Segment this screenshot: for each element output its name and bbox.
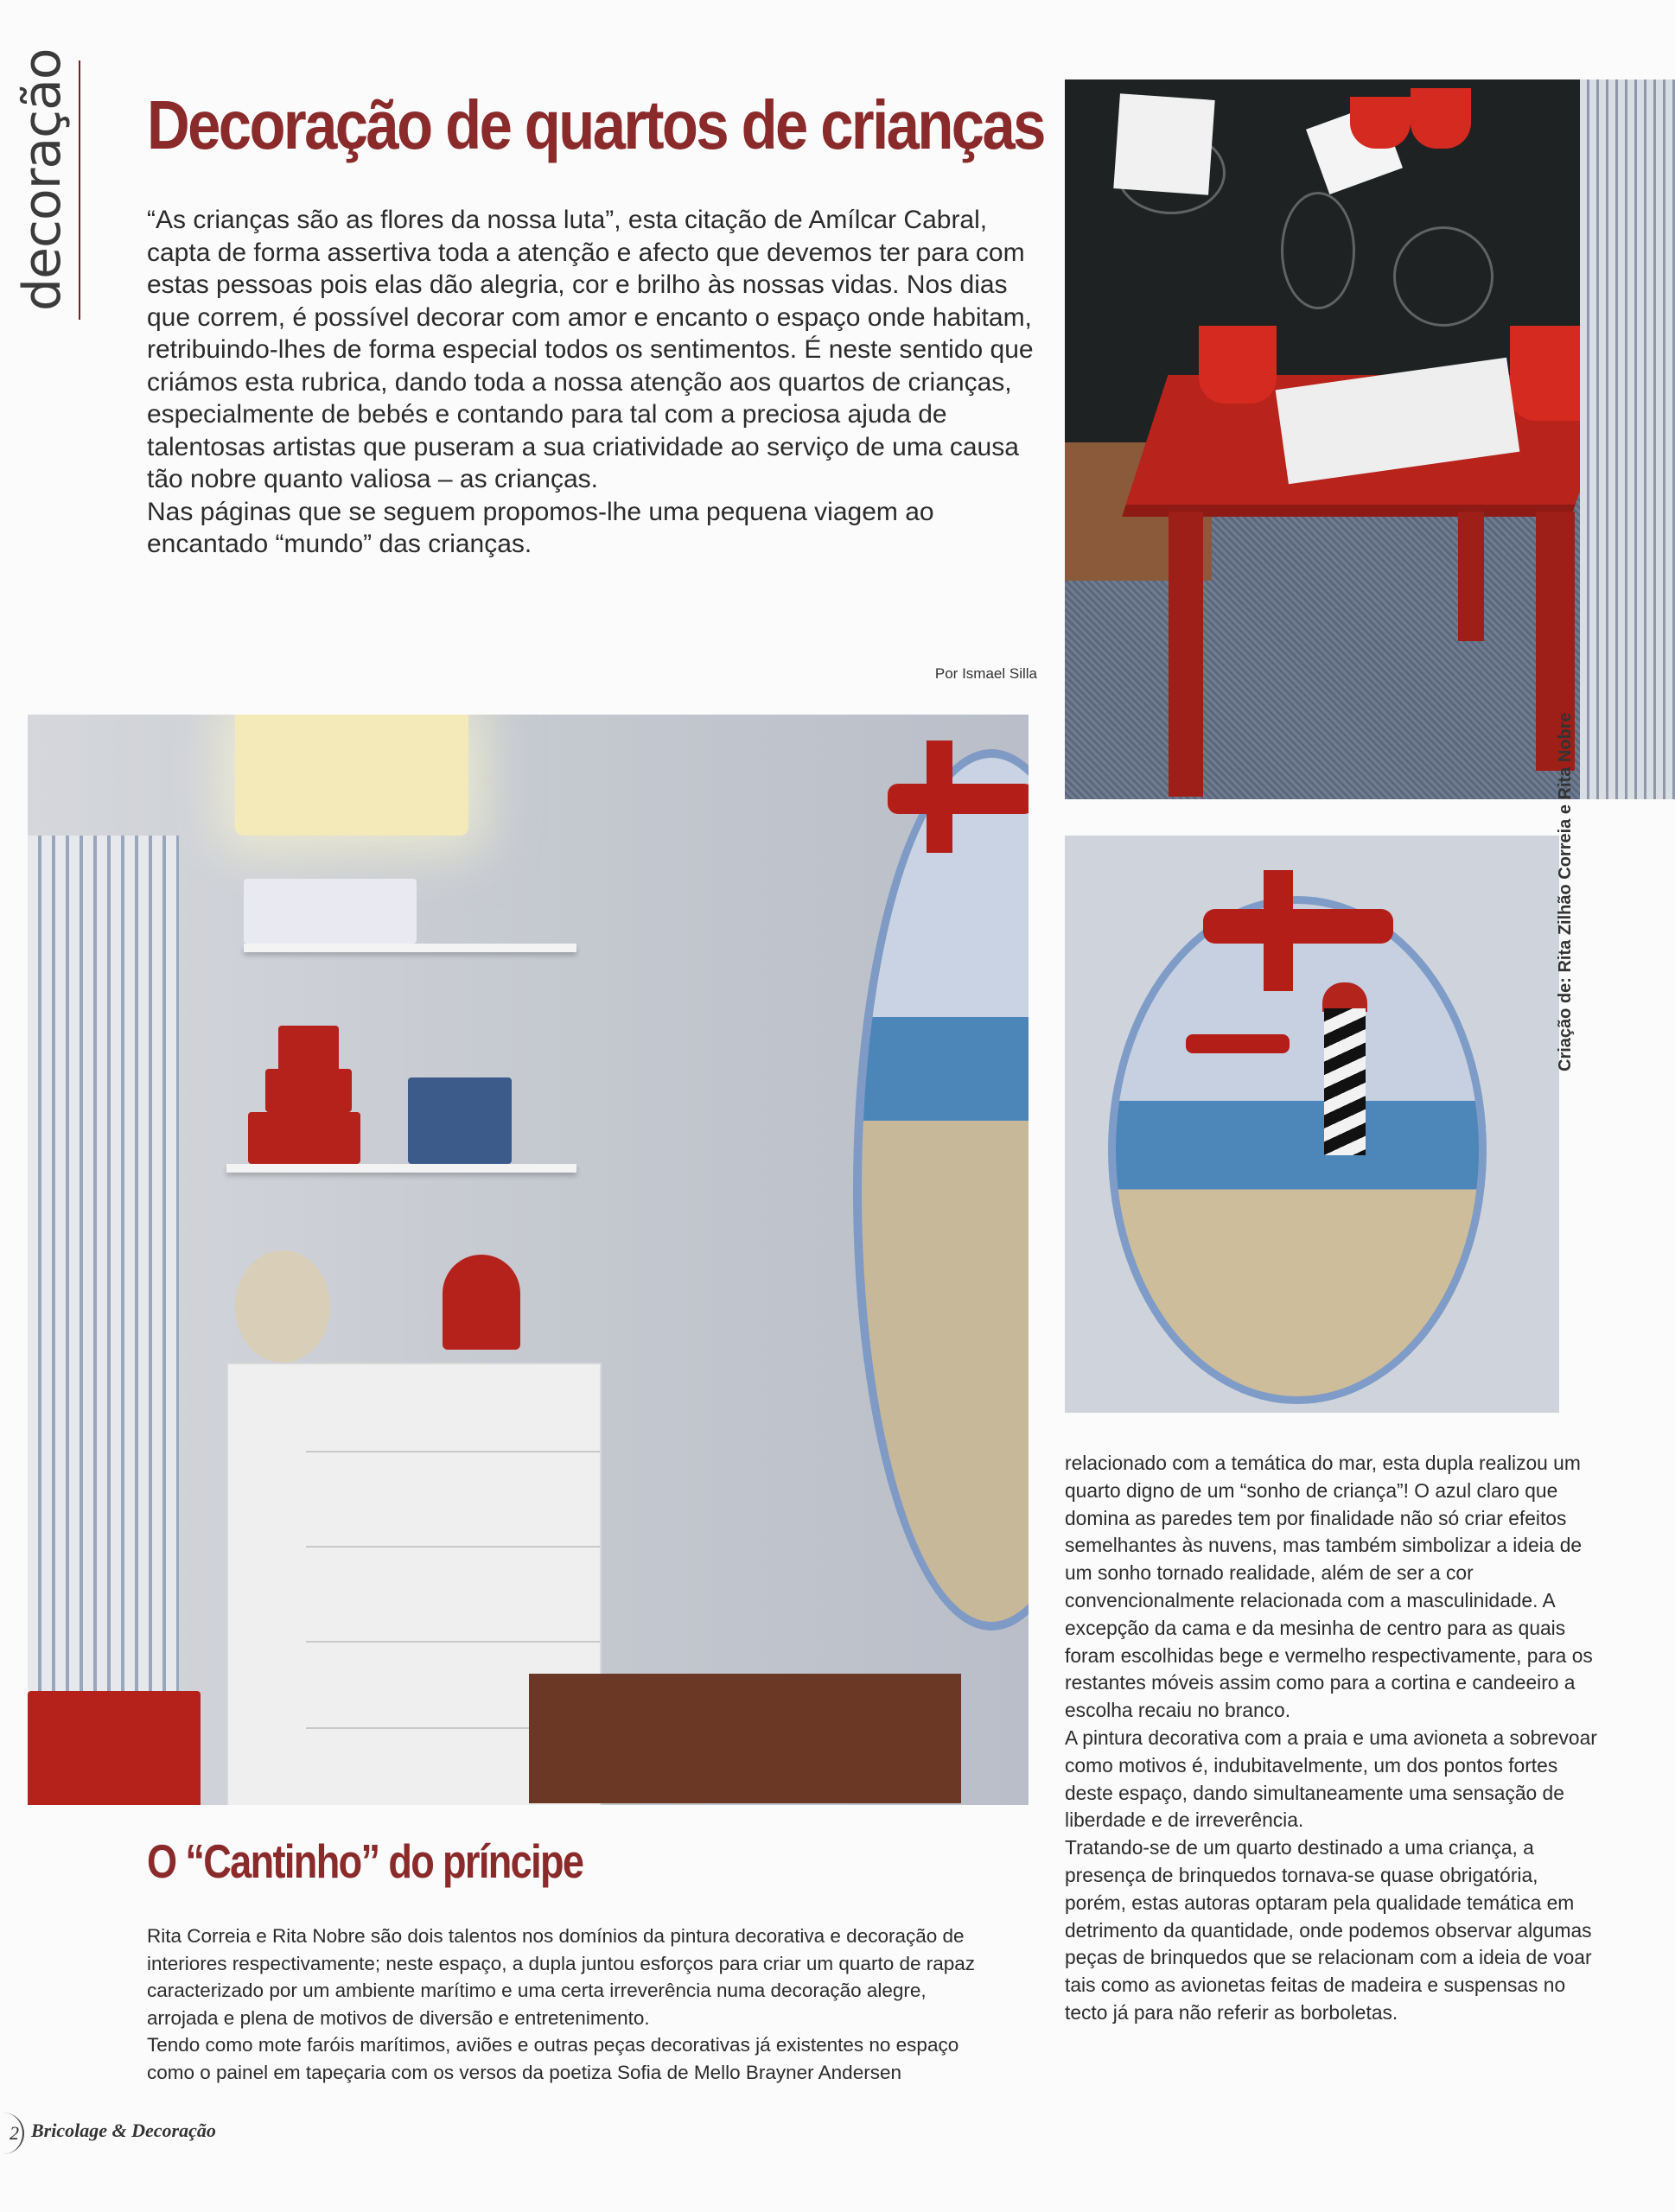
- body-paragraph: A pintura decorativa com a praia e uma avioneta a sobrevoar como motivos é, indubitavelmente, um dos pontos fortes deste espaço, dando simultaneamente uma sensação de liberdade e de irreverência.: [1065, 1726, 1597, 1832]
- section-subtitle: O “Cantinho” do príncipe: [147, 1834, 583, 1888]
- striped-curtain: [28, 836, 179, 1734]
- section-tag: [12, 48, 73, 320]
- article-title: Decoração de quartos de crianças: [147, 86, 1044, 163]
- intro-paragraph: Nas páginas que se seguem propomos-lhe uma pequena viagem ao encantado “mundo” das crianças.: [147, 497, 934, 558]
- magazine-name: Bricolage & Decoração: [31, 2120, 216, 2141]
- page-number: 2: [0, 2113, 24, 2154]
- body-column-right: [1065, 1450, 1601, 2027]
- lighthouse-mural: [1108, 896, 1487, 1404]
- photo-mural-detail: [1065, 836, 1559, 1413]
- byline: Por Ismael Silla: [934, 665, 1037, 682]
- section-label: decoração: [12, 48, 73, 311]
- photo-credit: Criação de: Rita Zilhão Correia e Rita Nobre: [1556, 712, 1575, 1071]
- photo-bedroom: [28, 715, 1029, 1805]
- striped-curtain: [1580, 79, 1675, 799]
- toy-airplane: [1203, 909, 1393, 944]
- ceiling-lamp: [235, 715, 468, 836]
- wooden-bed: [529, 1674, 961, 1803]
- wall-shelf: [244, 944, 576, 952]
- section-divider: [79, 60, 80, 320]
- body-paragraph: Tratando-se de um quarto destinado a uma criança, a presença de brinquedos tornava-se quase obrigatória, porém, estas autoras optaram pela qualidade temática em detrimento da quantidade, onde podemos observar algumas peças de brinquedos que se relacionam com a ideia de voar tais como as avionetas feitas de madeira e suspensas no tecto já para não referir as borboletas.: [1065, 1836, 1592, 2024]
- wall-shelf: [226, 1164, 576, 1173]
- photo-red-table: [1065, 79, 1675, 799]
- body-paragraph: Rita Correia e Rita Nobre são dois talentos nos domínios da pintura decorativa e decoração de interiores respectivamente; neste espaço, a dupla juntou esforços para criar um quarto de rapaz caracterizado por um ambiente marítimo e uma certa irreverência numa decoração alegre, arrojada e plena de motivos de diversão e entretenimento.: [147, 1925, 976, 2029]
- toy-airplane: [888, 784, 1029, 814]
- body-paragraph: relacionado com a temática do mar, esta dupla realizou um quarto digno de um “sonho de criança”! O azul claro que domina as paredes tem por finalidade não só criar efeitos semelhantes às nuvens, mas também simbolizar a ideia de um sonho tornado realidade, além de ser a cor convencionalmente relacionada com a masculinidade. A excepção da cama e da mesinha de centro para as quais foram escolhidas bege e vermelho respectivamente, para os restantes móveis assim como para a cortina e candeeiro a escolha recaiu no branco.: [1065, 1452, 1593, 1722]
- intro-paragraph: “As crianças são as flores da nossa luta”, esta citação de Amílcar Cabral, capta de forma assertiva toda a atenção e afecto que devemos ter para com estas pessoas pois elas dão alegria, cor e brilho às nossas vidas. Nos dias que correm, é possível decorar com amor e encanto o espaço onde habitam, retribuindo-lhes de forma especial todos os sentimentos. É neste sentido que criámos esta rubrica, dando toda a nossa atenção aos quartos de crianças, especialmente de bebés e contando para tal com a preciosa ajuda de talentosas artistas que puseram a sua criatividade ao serviço de uma causa tão nobre quanto valiosa – as crianças.: [147, 206, 1034, 493]
- article-intro: [147, 204, 1046, 561]
- body-column-left: [147, 1923, 1003, 2086]
- body-paragraph: Tendo como mote faróis marítimos, aviões e outras peças decorativas já existentes no espaço como o painel em tapeçaria com os versos da poetiza Sofia de Mello Brayner Andersen: [147, 2034, 959, 2083]
- lighthouse: [1324, 1008, 1366, 1155]
